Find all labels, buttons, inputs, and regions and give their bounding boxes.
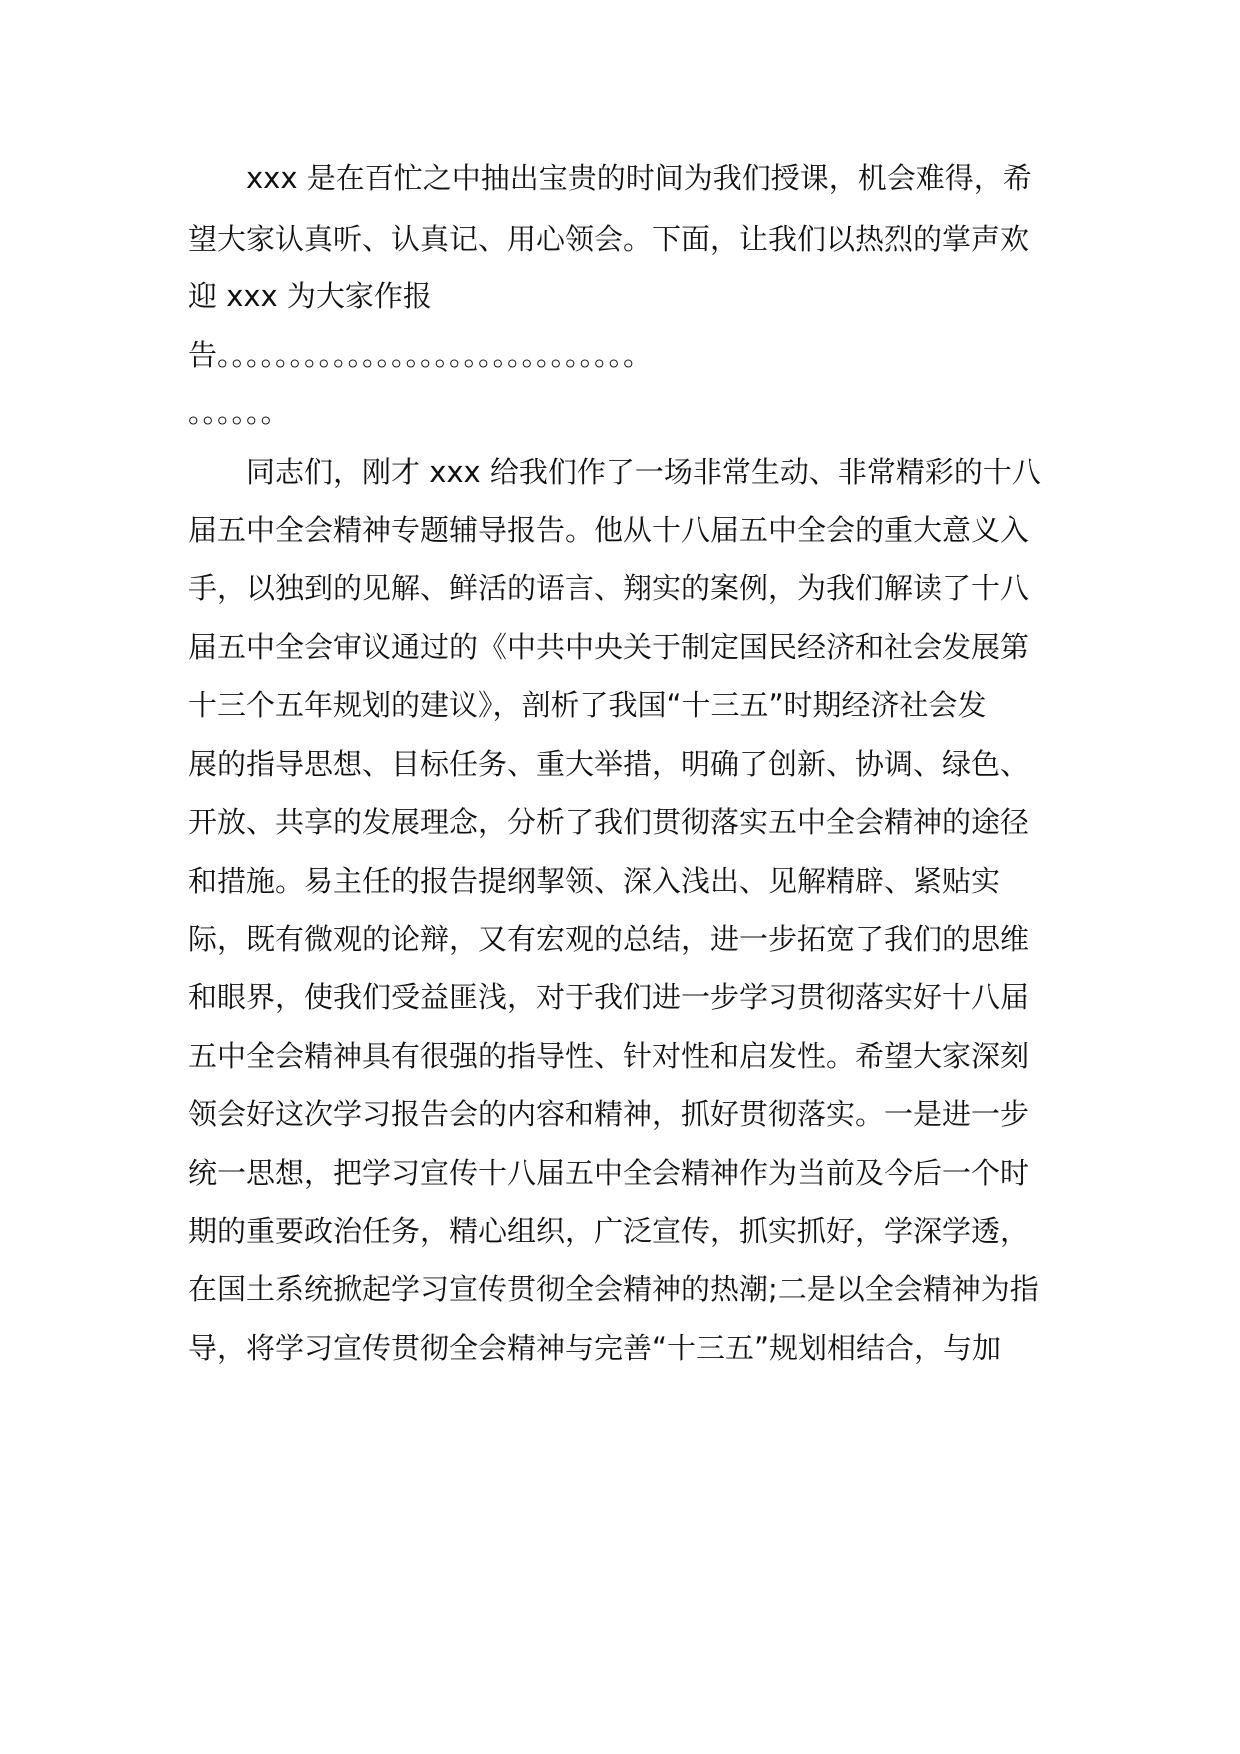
paragraph-2-line-7: 开放、共享的发展理念，分析了我们贯彻落实五中全会精神的途径 — [188, 805, 1030, 839]
paragraph-2-line-8: 和措施。易主任的报告提纲挈领、深入浅出、见解精辟、紧贴实 — [188, 864, 1001, 898]
paragraph-2-line-11: 五中全会精神具有很强的指导性、针对性和启发性。希望大家深刻 — [188, 1039, 1030, 1073]
paragraph-2-line-6: 展的指导思想、目标任务、重大举措，明确了创新、协调、绿色、 — [188, 747, 1030, 781]
paragraph-2-line-2: 届五中全会精神专题辅导报告。他从十八届五中全会的重大意义入 — [188, 513, 1030, 547]
paragraph-2-line-16: 导，将学习宣传贯彻全会精神与完善“十三五”规划相结合，与加 — [188, 1331, 1002, 1365]
paragraph-2-line-12: 领会好这次学习报告会的内容和精神，抓好贯彻落实。一是进一步 — [188, 1097, 1030, 1131]
paragraph-2-line-15: 在国土系统掀起学习宣传贯彻全会精神的热潮;二是以全会精神为指 — [188, 1272, 1039, 1306]
paragraph-1-line-2: 望大家认真听、认真记、用心领会。下面，让我们以热烈的掌声欢 — [188, 222, 1030, 256]
paragraph-2-line-3: 手，以独到的见解、鲜活的语言、翔实的案例，为我们解读了十八 — [188, 571, 1030, 605]
paragraph-2-line-13: 统一思想，把学习宣传十八届五中全会精神作为当前及今后一个时 — [188, 1156, 1030, 1190]
paragraph-2-line-9: 际，既有微观的论辩，又有宏观的总结，进一步拓宽了我们的思维 — [188, 922, 1030, 956]
paragraph-1-line-1: xxx 是在百忙之中抽出宝贵的时间为我们授课，机会难得，希 — [246, 161, 1032, 195]
paragraph-2-line-5: 十三个五年规划的建议》，剖析了我国“十三五”时期经济社会发 — [188, 688, 987, 722]
paragraph-1-line-5: 。。。。。。 — [188, 395, 290, 429]
paragraph-2-line-14: 期的重要政治任务，精心组织，广泛宣传，抓实抓好，学深学透， — [188, 1214, 1030, 1248]
paragraph-1-line-3: 迎 xxx 为大家作报 — [188, 279, 432, 313]
paragraph-2-line-4: 届五中全会审议通过的《中共中央关于制定国民经济和社会发展第 — [188, 630, 1030, 664]
paragraph-1-line-4: 告。。。。。。。。。。。。。。。。。。。。。。。。。。。。。 — [188, 338, 653, 372]
paragraph-2-line-10: 和眼界，使我们受益匪浅，对于我们进一步学习贯彻落实好十八届 — [188, 980, 1030, 1014]
paragraph-2-line-1: 同志们，刚才 xxx 给我们作了一场非常生动、非常精彩的十八 — [246, 455, 1041, 489]
